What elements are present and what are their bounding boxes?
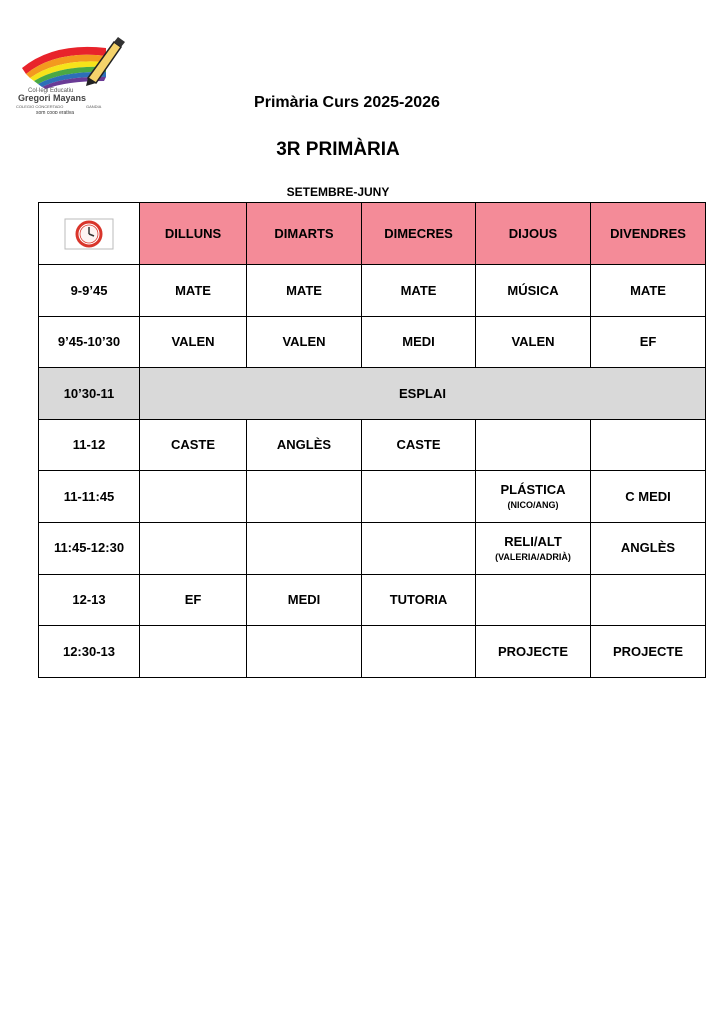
svg-text:GANDIA: GANDIA: [86, 104, 102, 109]
subject-cell: [362, 471, 476, 523]
subject-cell: [140, 471, 247, 523]
day-header-friday: DIVENDRES: [591, 203, 706, 265]
clock-cell: [39, 203, 140, 265]
table-row: [39, 522, 706, 574]
time-slot: 11-12: [39, 419, 140, 471]
subject-note: (VALERIA/ADRIÀ): [495, 551, 571, 562]
subject-cell: [476, 574, 591, 626]
day-header-wednesday: DIMECRES: [362, 203, 476, 265]
table-row: [39, 265, 706, 317]
subject-cell: EF: [591, 316, 706, 368]
subject-cell: [476, 522, 591, 574]
time-slot: 11-11:45: [39, 471, 140, 523]
subject-cell: [476, 419, 591, 471]
table-row: [39, 626, 706, 678]
time-slot: 12-13: [39, 574, 140, 626]
table-row: [39, 419, 706, 471]
subject-cell: PROJECTE: [591, 626, 706, 678]
clock-icon: [64, 218, 114, 250]
table-row: [39, 471, 706, 523]
subject-cell: [247, 626, 362, 678]
subject-cell: MEDI: [247, 574, 362, 626]
time-slot: 9’45-10’30: [39, 316, 140, 368]
subject-cell: [591, 419, 706, 471]
subject-label: RELI/ALT: [504, 534, 562, 550]
subject-cell: [476, 471, 591, 523]
subject-cell: MATE: [247, 265, 362, 317]
time-slot: 11:45-12:30: [39, 522, 140, 574]
table-row: [39, 316, 706, 368]
subject-cell: MEDI: [362, 316, 476, 368]
subject-cell: TUTORIA: [362, 574, 476, 626]
day-header-thursday: DIJOUS: [476, 203, 591, 265]
subject-label: PLÁSTICA: [500, 482, 566, 498]
subject-cell: CASTE: [140, 419, 247, 471]
subject-cell: MATE: [362, 265, 476, 317]
subject-cell: EF: [140, 574, 247, 626]
subject-cell: ANGLÈS: [591, 522, 706, 574]
subject-cell: PROJECTE: [476, 626, 591, 678]
header-row: [39, 203, 706, 265]
subject-cell: MÚSICA: [476, 265, 591, 317]
subject-cell: MATE: [140, 265, 247, 317]
subject-note: (NICO/ANG): [507, 500, 559, 511]
subject-cell: MATE: [591, 265, 706, 317]
time-slot: 9-9’45: [39, 265, 140, 317]
svg-text:COLEGIO CONCERTADO: COLEGIO CONCERTADO: [16, 104, 64, 109]
break-cell: ESPLAI: [140, 368, 706, 420]
time-slot: 10’30-11: [39, 368, 140, 420]
subject-cell: CASTE: [362, 419, 476, 471]
subject-cell: [140, 522, 247, 574]
svg-text:Col·legi Educatiu: Col·legi Educatiu: [28, 88, 74, 94]
subject-cell: [247, 471, 362, 523]
class-title: 3R PRIMÀRIA: [276, 139, 400, 160]
subject-cell: ANGLÈS: [247, 419, 362, 471]
subject-cell: [247, 522, 362, 574]
subject-cell: C MEDI: [591, 471, 706, 523]
subject-cell: VALEN: [140, 316, 247, 368]
period-label: SETEMBRE-JUNY: [286, 185, 390, 199]
schedule-table: [38, 202, 706, 678]
svg-text:som coop erativa: som coop erativa: [36, 110, 75, 114]
subject-cell: VALEN: [247, 316, 362, 368]
table-row: [39, 574, 706, 626]
day-header-tuesday: DIMARTS: [247, 203, 362, 265]
subject-cell: [140, 626, 247, 678]
subject-cell: VALEN: [476, 316, 591, 368]
time-slot: 12:30-13: [39, 626, 140, 678]
subject-cell: [362, 626, 476, 678]
subject-cell: [591, 574, 706, 626]
svg-text:Gregori Mayans: Gregori Mayans: [18, 93, 87, 103]
day-header-monday: DILLUNS: [140, 203, 247, 265]
subject-cell: [362, 522, 476, 574]
break-row: [39, 368, 706, 420]
document-title: Primària Curs 2025-2026: [254, 94, 440, 111]
